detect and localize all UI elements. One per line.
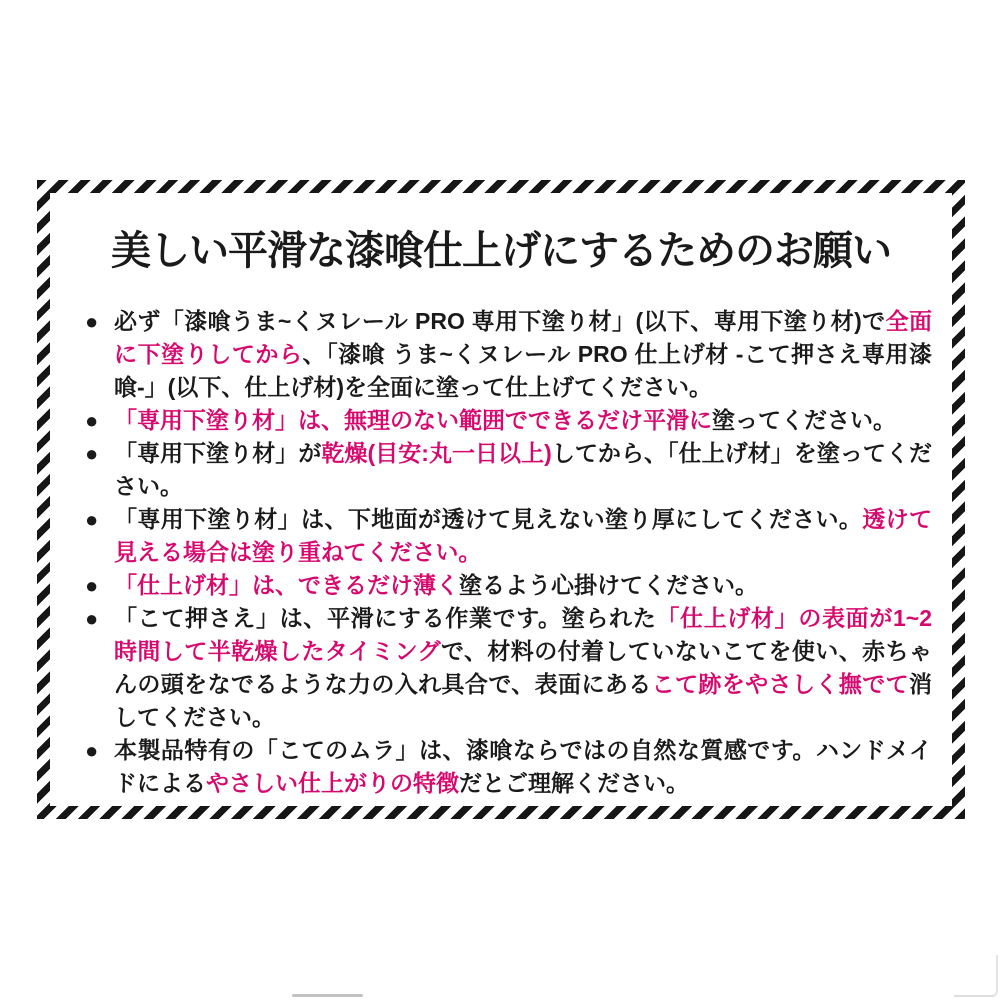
bullet-text: 消してください。 (114, 671, 932, 730)
bullet-icon: ● (85, 309, 99, 334)
bullet-text: 本製品特有の「こてのムラ」は、漆喰ならではの自然な質感です。ハンドメイドによる (114, 737, 932, 796)
notice-bullet (85, 569, 932, 602)
bullet-text: 必ず「漆喰うま~くヌレール PRO 専用下塗り材」(以下、専用下塗り材)で (114, 308, 886, 334)
notice-bullet (85, 734, 932, 800)
notice-list (85, 305, 932, 800)
bullet-text-accent: 乾燥(目安:丸一日以上) (321, 440, 552, 466)
bullet-icon: ● (85, 507, 99, 532)
notice-bullet (85, 305, 932, 404)
bullet-text-accent: やさしい仕上がりの特徴 (206, 770, 459, 796)
bullet-text: 「こて押さえ」は、平滑にする作業です。塗られた (114, 605, 657, 631)
bullet-text: 塗ってください。 (712, 407, 896, 433)
notice-panel (50, 193, 952, 806)
bullet-text: 「専用下塗り材」が (114, 440, 322, 466)
bullet-text-accent: 「仕上げ材」の表面が1~2時間して半乾燥したタイミング (114, 605, 932, 664)
bullet-icon: ● (85, 738, 99, 763)
bottom-right-corner-artifact (954, 955, 998, 997)
notice-bullet (85, 437, 932, 503)
bullet-icon: ● (85, 441, 99, 466)
bullet-icon: ● (85, 408, 99, 433)
bullet-text: してから、「仕上げ材」を塗ってください。 (114, 440, 933, 499)
bullet-text: で、材料の付着していないこてを使い、赤ちゃんの頭をなでるような力の入れ具合で、表面にある (114, 638, 932, 697)
bullet-icon: ● (85, 573, 99, 598)
bullet-text: 「専用下塗り材」は、下地面が透けて見えない塗り厚にしてください。 (114, 506, 863, 532)
bullet-text-accent: 「仕上げ材」は、できるだけ薄く (114, 572, 459, 598)
bottom-edge-artifact (292, 994, 363, 997)
bullet-text: だとご理解ください。 (459, 770, 689, 796)
bullet-text-accent: 全面に下塗りしてから (114, 308, 932, 367)
notice-bullet (85, 404, 932, 437)
bullet-text-accent: 透けて見える場合は塗り重ねてください。 (114, 506, 933, 565)
bullet-text: 、「漆喰 うま~くヌレール PRO 仕上げ材 -こて押さえ専用漆喰-」(以下、仕上げ材)を全面に塗って仕上げてください。 (114, 341, 932, 400)
bullet-icon: ● (85, 606, 99, 631)
dashed-border-frame (37, 180, 965, 819)
notice-bullet (85, 503, 932, 569)
bullet-text: 塗るよう心掛けてください。 (459, 572, 758, 598)
notice-bullet (85, 602, 932, 734)
notice-title: 美しい平滑な漆喰仕上げにするためのお願い (111, 229, 891, 273)
bullet-text-accent: こて跡をやさしく撫でて (651, 671, 909, 697)
bullet-text-accent: 「専用下塗り材」は、無理のない範囲でできるだけ平滑に (114, 407, 712, 433)
